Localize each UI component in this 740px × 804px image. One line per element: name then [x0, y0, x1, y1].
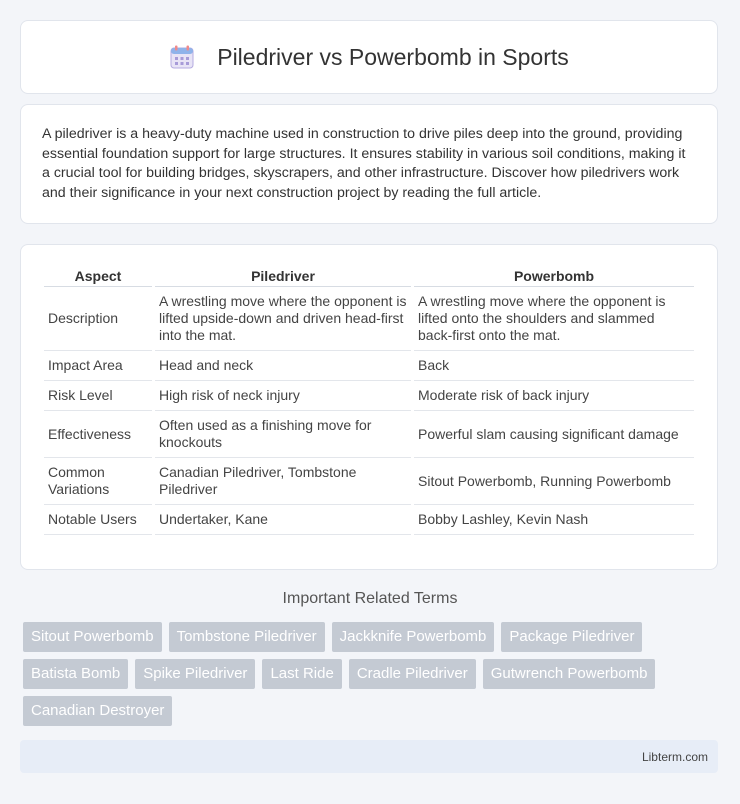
intro-text: A piledriver is a heavy-duty machine used in construction to drive piles deep into the ground, providing essential foundation support for large structures. It ensures stability in various soil conditions, making it a crucial tool for building bridges, skyscrapers, and other infrastructure. Discover how piledrivers work and their significance in your next construction project by reading the full article. — [42, 126, 686, 201]
page-title: Piledriver vs Powerbomb in Sports — [217, 43, 569, 70]
related-term-tag[interactable]: Batista Bomb — [23, 659, 128, 689]
row-powerbomb: Moderate risk of back injury — [414, 381, 694, 411]
table-row — [44, 505, 694, 535]
header-aspect: Aspect — [44, 261, 152, 287]
row-piledriver: A wrestling move where the opponent is lifted upside-down and driven head-first into the mat. — [155, 287, 411, 351]
row-aspect: Common Variations — [44, 458, 152, 505]
related-term-tag[interactable]: Package Piledriver — [501, 622, 642, 652]
calendar-icon — [169, 44, 195, 70]
row-piledriver: Undertaker, Kane — [155, 505, 411, 535]
table-row — [44, 287, 694, 351]
related-term-tag[interactable]: Jackknife Powerbomb — [332, 622, 495, 652]
row-aspect: Description — [44, 287, 152, 351]
table-row — [44, 351, 694, 381]
row-piledriver: Canadian Piledriver, Tombstone Piledriver — [155, 458, 411, 505]
row-piledriver: Head and neck — [155, 351, 411, 381]
comparison-card — [20, 244, 718, 570]
title-card — [20, 20, 718, 94]
row-powerbomb: Sitout Powerbomb, Running Powerbomb — [414, 458, 694, 505]
header-piledriver: Piledriver — [155, 261, 411, 287]
row-piledriver: High risk of neck injury — [155, 381, 411, 411]
row-aspect: Risk Level — [44, 381, 152, 411]
row-piledriver: Often used as a finishing move for knockouts — [155, 411, 411, 458]
related-term-tag[interactable]: Spike Piledriver — [135, 659, 255, 689]
footer-source-link[interactable]: Libterm.com — [641, 750, 708, 764]
related-term-tag[interactable]: Sitout Powerbomb — [23, 622, 162, 652]
row-aspect: Impact Area — [44, 351, 152, 381]
related-term-tag[interactable]: Canadian Destroyer — [23, 696, 172, 726]
header-powerbomb: Powerbomb — [414, 261, 694, 287]
related-term-tag[interactable]: Cradle Piledriver — [349, 659, 476, 689]
related-term-tag[interactable]: Gutwrench Powerbomb — [483, 659, 656, 689]
row-powerbomb: Powerful slam causing significant damage — [414, 411, 694, 458]
comparison-table — [41, 261, 697, 535]
related-terms-list — [23, 622, 723, 733]
related-term-tag[interactable]: Last Ride — [262, 659, 341, 689]
row-aspect: Effectiveness — [44, 411, 152, 458]
table-row — [44, 411, 694, 458]
intro-card — [20, 104, 718, 224]
row-powerbomb: A wrestling move where the opponent is lifted onto the shoulders and slammed back-first onto the mat. — [414, 287, 694, 351]
footer — [20, 740, 718, 773]
related-term-tag[interactable]: Tombstone Piledriver — [169, 622, 325, 652]
table-row — [44, 381, 694, 411]
table-header-row — [44, 261, 694, 287]
table-row — [44, 458, 694, 505]
row-powerbomb: Back — [414, 351, 694, 381]
related-terms-title: Important Related Terms — [282, 590, 458, 607]
row-powerbomb: Bobby Lashley, Kevin Nash — [414, 505, 694, 535]
row-aspect: Notable Users — [44, 505, 152, 535]
